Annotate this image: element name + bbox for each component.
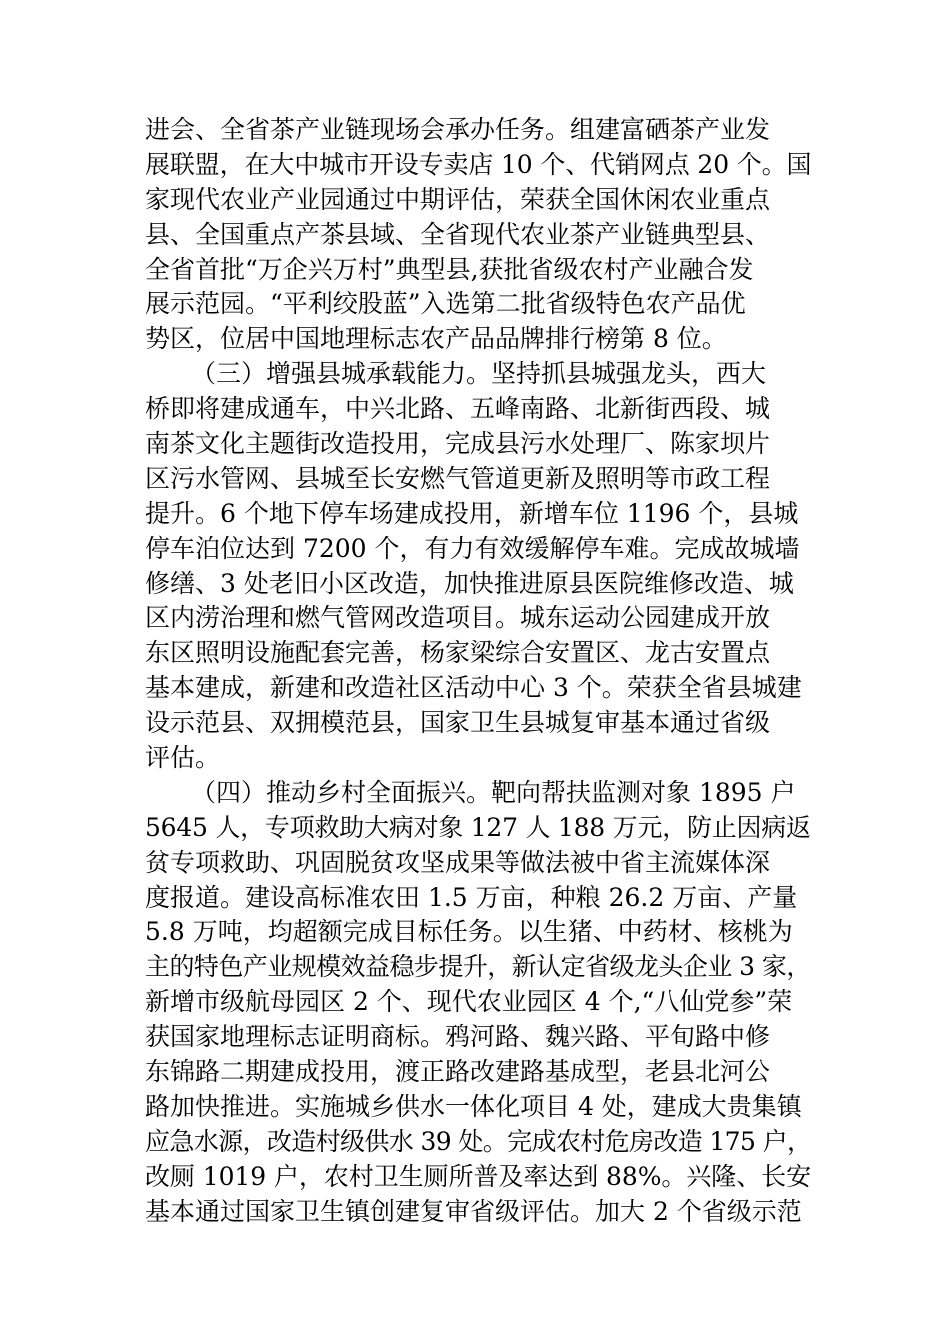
text-line: 修缮、3 处老旧小区改造，加快推进原县医院维修改造、城 [145, 568, 794, 598]
text-line: 全省首批“万企兴万村”典型县,获批省级农村产业融合发 [145, 254, 754, 284]
text-line: 5645 人，专项救助大病对象 127 人 188 万元，防止因病返 [145, 812, 811, 842]
body-text [145, 113, 811, 1230]
paragraph-first-line: （三）增强县城承载能力。坚持抓县城强龙头，西大 [191, 359, 767, 389]
text-line: 新增市级航母园区 2 个、现代农业园区 4 个,“八仙党参”荣 [145, 987, 793, 1017]
text-line: 改厕 1019 户，农村卫生厕所普及率达到 88%。兴隆、长安 [145, 1161, 812, 1191]
text-line: 度报道。建设高标准农田 1.5 万亩，种粮 26.2 万亩、产量 [145, 882, 798, 912]
text-line: 提升。6 个地下停车场建成投用，新增车位 1196 个，县城 [145, 498, 799, 528]
text-line: 进会、全省茶产业链现场会承办任务。组建富硒茶产业发 [145, 115, 771, 144]
text-line: 设示范县、双拥模范县，国家卫生县城复审基本通过省级 [145, 708, 771, 738]
text-line: 势区，位居中国地理标志农产品品牌排行榜第 8 位。 [145, 324, 727, 354]
text-line: 区污水管网、县城至长安燃气管道更新及照明等市政工程 [145, 463, 771, 493]
text-line: 家现代农业产业园通过中期评估，荣获全国休闲农业重点 [145, 184, 771, 214]
text-line: 基本通过国家卫生镇创建复审省级评估。加大 2 个省级示范 [145, 1196, 802, 1226]
text-line: 东锦路二期建成投用，渡正路改建路基成型，老县北河公 [145, 1057, 771, 1087]
text-line: 桥即将建成通车，中兴北路、五峰南路、北新街西段、城 [145, 394, 771, 424]
text-line: 主的特色产业规模效益稳步提升，新认定省级龙头企业 3 家， [145, 952, 811, 982]
text-line: 展联盟，在大中城市开设专卖店 10 个、代销网点 20 个。国 [145, 149, 812, 179]
text-line: 停车泊位达到 7200 个，有力有效缓解停车难。完成故城墙 [145, 533, 800, 563]
text-line: 获国家地理标志证明商标。鸦河路、魏兴路、平旬路中修 [145, 1022, 771, 1052]
text-line: 贫专项救助、巩固脱贫攻坚成果等做法被中省主流媒体深 [145, 847, 771, 877]
text-line: 基本建成，新建和改造社区活动中心 3 个。荣获全省县城建 [145, 673, 802, 703]
text-line: 县、全国重点产茶县域、全省现代农业茶产业链典型县、 [145, 219, 771, 249]
text-line: 路加快推进。实施城乡供水一体化项目 4 处，建成大贵集镇 [145, 1091, 802, 1121]
text-line: 东区照明设施配套完善，杨家梁综合安置区、龙古安置点 [145, 638, 771, 668]
text-line: 区内涝治理和燃气管网改造项目。城东运动公园建成开放 [145, 603, 771, 633]
text-line: 应急水源，改造村级供水 39 处。完成农村危房改造 175 户， [145, 1126, 812, 1156]
paragraph-first-line: （四）推动乡村全面振兴。靶向帮扶监测对象 1895 户 [191, 777, 796, 807]
text-line: 5.8 万吨，均超额完成目标任务。以生猪、中药材、核桃为 [145, 917, 793, 947]
text-line: 展示范园。“平利绞股蓝”入选第二批省级特色农产品优 [145, 289, 746, 319]
text-line: 南茶文化主题街改造投用，完成县污水处理厂、陈家坝片 [145, 429, 771, 459]
text-line: 评估。 [145, 743, 221, 773]
